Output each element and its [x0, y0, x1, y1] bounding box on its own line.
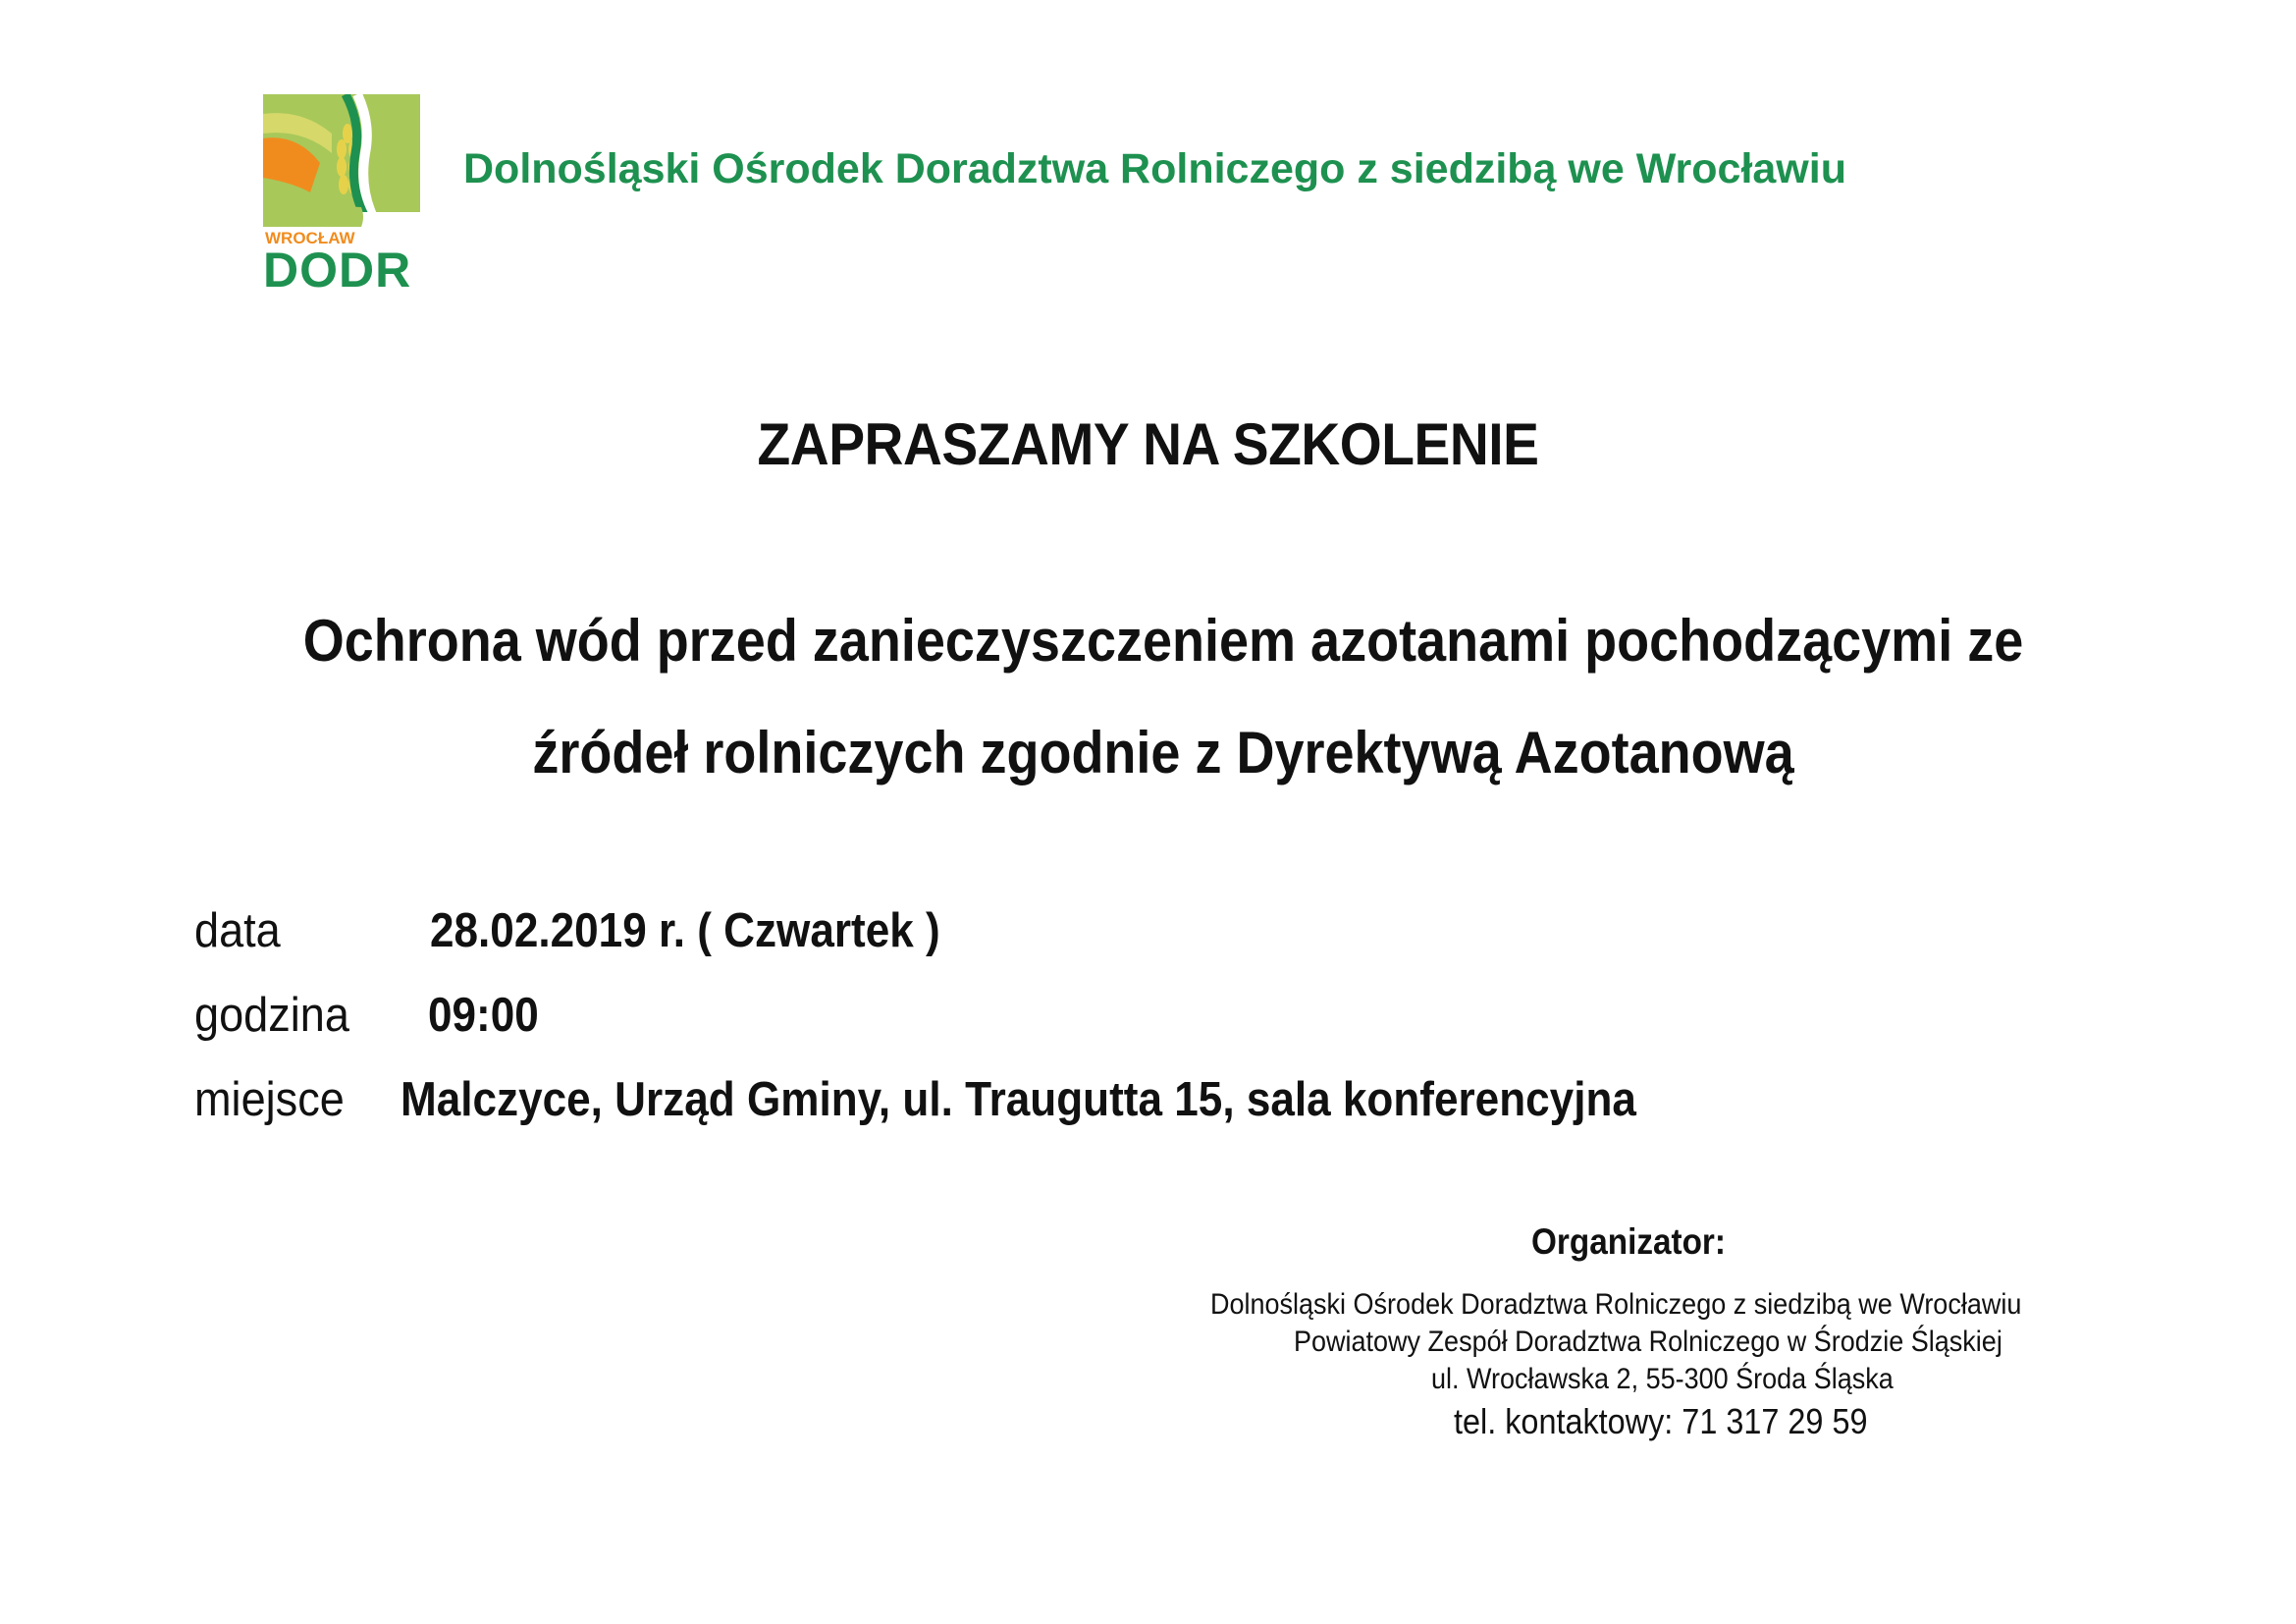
dodr-logo-graphic — [263, 94, 432, 295]
dodr-logo — [263, 94, 432, 295]
time-value: 09:00 — [428, 989, 539, 1042]
organizer-phone: tel. kontaktowy: 71 317 29 59 — [1454, 1401, 1868, 1441]
time-label: godzina — [194, 989, 349, 1042]
organizer-label: Organizator: — [1531, 1221, 1726, 1262]
logo-city-text: WROCŁAW — [265, 229, 355, 247]
organizer-name: Dolnośląski Ośrodek Doradztwa Rolniczego z siedzibą we Wrocławiu — [1210, 1288, 2022, 1321]
organization-header: Dolnośląski Ośrodek Doradztwa Rolniczego z siedzibą we Wrocławiu — [463, 145, 1846, 192]
date-value: 28.02.2019 r. ( Czwartek ) — [430, 904, 940, 957]
training-topic-line-2: źródeł rolniczych zgodnie z Dyrektywą Azotanową — [532, 720, 1794, 785]
organizer-unit: Powiatowy Zespół Doradztwa Rolniczego w Środzie Śląskiej — [1294, 1326, 2002, 1358]
invitation-title: ZAPRASZAMY NA SZKOLENIE — [757, 411, 1539, 477]
place-label: miejsce — [194, 1073, 345, 1126]
organizer-address: ul. Wrocławska 2, 55-300 Środa Śląska — [1431, 1363, 1894, 1395]
place-value: Malczyce, Urząd Gminy, ul. Traugutta 15, sala konferencyjna — [400, 1073, 1636, 1126]
date-label: data — [194, 904, 281, 957]
training-topic-line-1: Ochrona wód przed zanieczyszczeniem azotanami pochodzącymi ze — [302, 608, 2024, 674]
logo-brand-text: DODR — [263, 243, 412, 295]
